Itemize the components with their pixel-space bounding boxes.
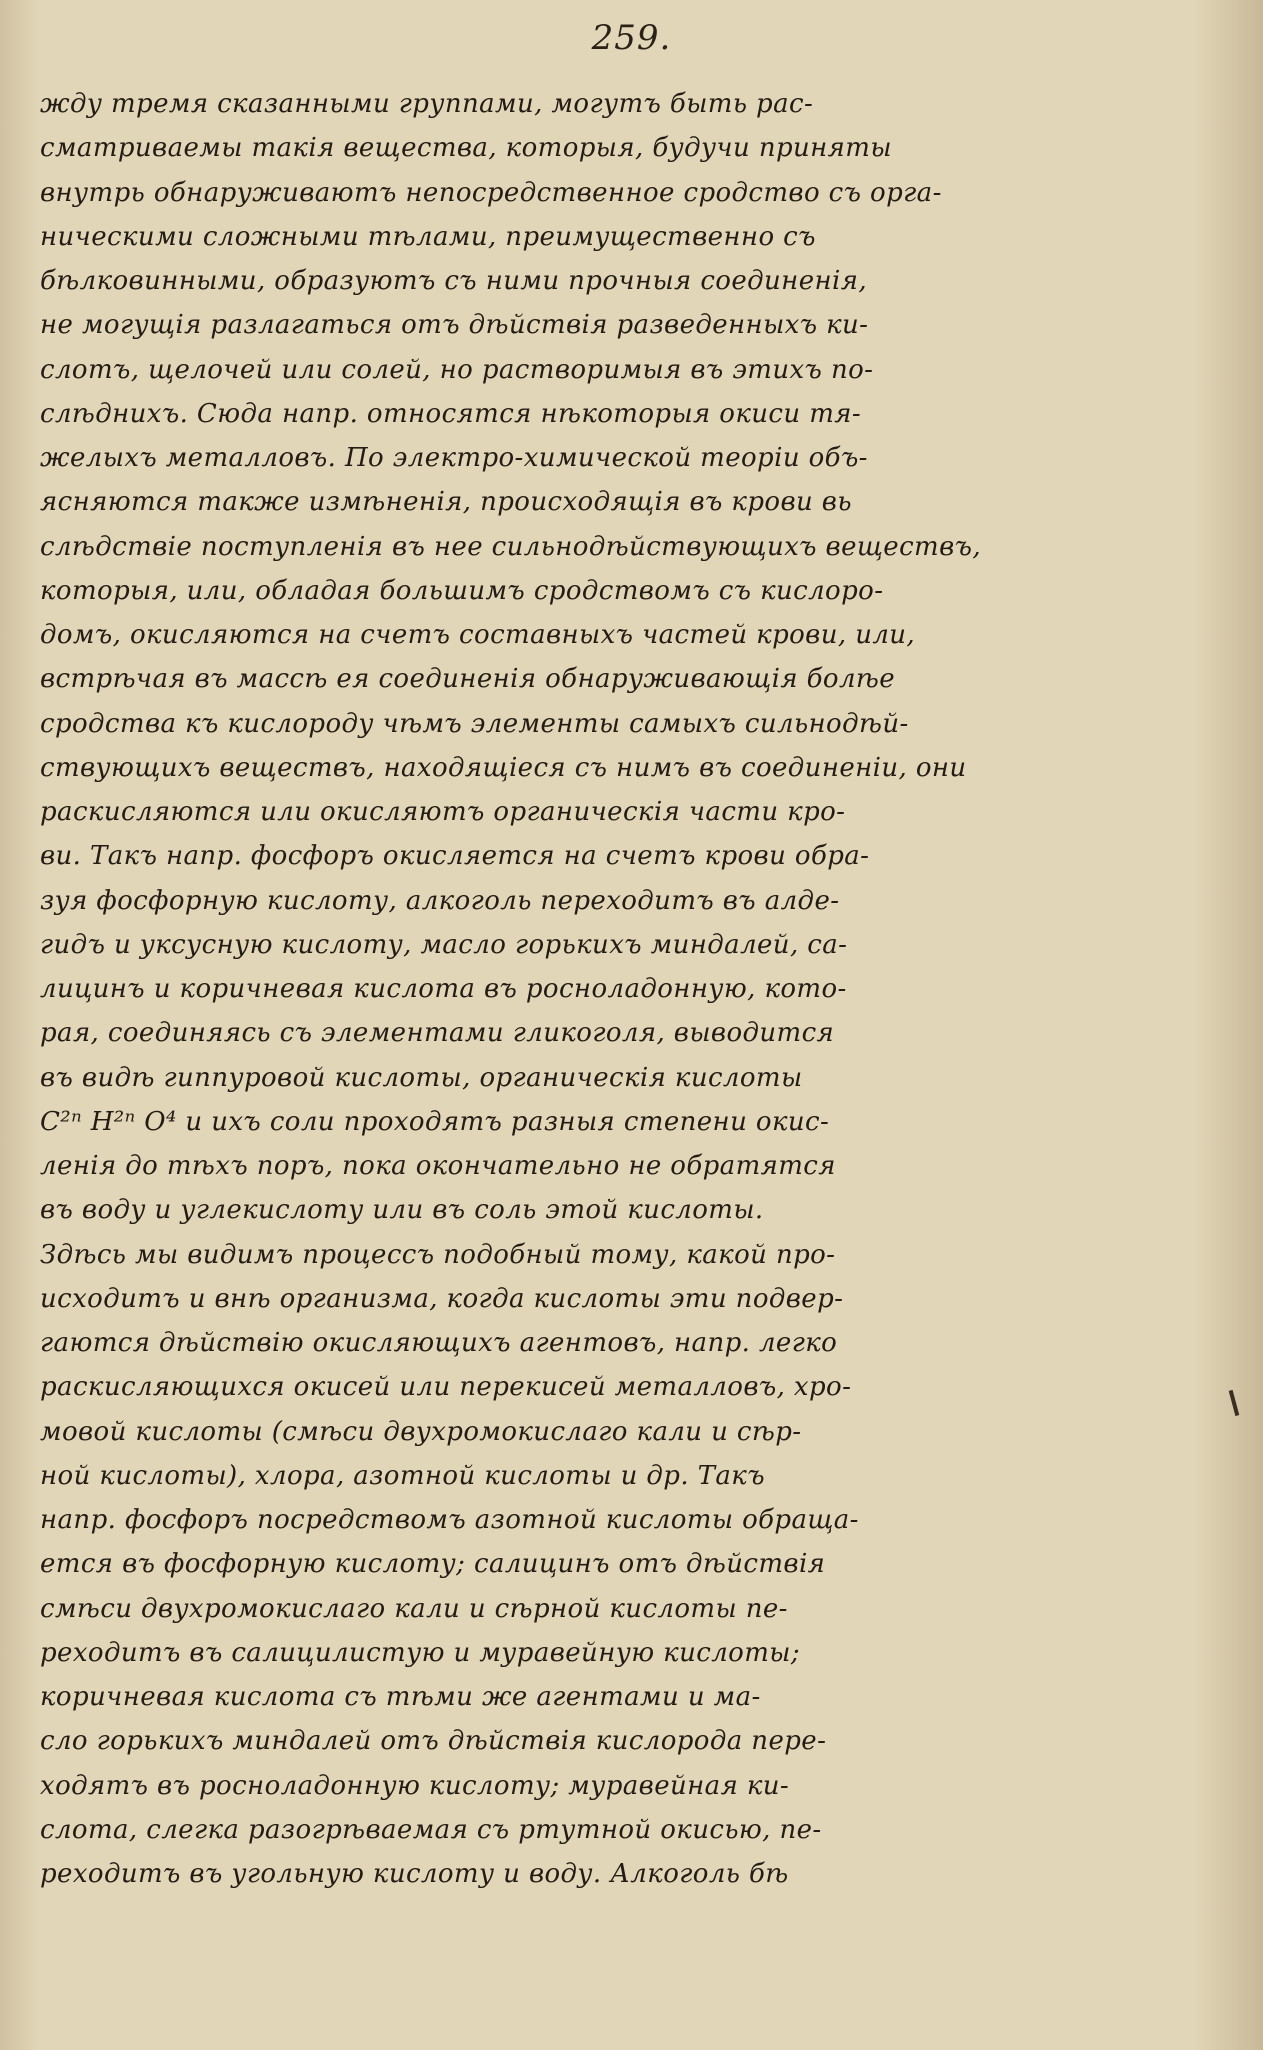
text-line: бѣлковинными, образуютъ съ ними прочныя соединенія,: [40, 266, 867, 296]
text-line: слѣднихъ. Сюда напр. относятся нѣкоторыя окиси тя-: [40, 398, 862, 429]
text-line: сродства къ кислороду чѣмъ элементы самыхъ сильнодѣй-: [40, 708, 909, 739]
text-line: слота, слегка разогрѣваемая съ ртутной окисью, пе-: [40, 1814, 822, 1845]
text-line: въ воду и углекислоту или въ соль этой кислоты.: [40, 1195, 764, 1226]
text-line: желыхъ металловъ. По электро-химической теоріи объ-: [40, 443, 868, 473]
text-line: C²ⁿ H²ⁿ O⁴ и ихъ соли проходятъ разныя степени окис-: [40, 1106, 830, 1137]
text-line: домъ, окисляются на счетъ составныхъ частей крови, или,: [40, 620, 916, 650]
text-line: смѣси двухромокислаго кали и сѣрной кислоты пе-: [40, 1593, 788, 1624]
text-line: ходятъ въ росноладонную кислоту; муравейная ки-: [40, 1770, 790, 1801]
text-line: гидъ и уксусную кислоту, масло горькихъ миндалей, са-: [40, 929, 848, 960]
text-line: ствующихъ веществъ, находящіеся съ нимъ въ соединеніи, они: [40, 752, 967, 783]
text-line: ленія до тѣхъ поръ, пока окончательно не обратятся: [40, 1151, 836, 1181]
text-line: ви. Такъ напр. фосфоръ окисляется на счетъ крови обра-: [40, 841, 870, 872]
text-line: въ видѣ гиппуровой кислоты, органическія кислоты: [40, 1062, 803, 1093]
text-line: ется въ фосфорную кислоту; салицинъ отъ дѣйствія: [40, 1549, 826, 1580]
text-line: раскисляются или окисляютъ органическія части кро-: [40, 797, 846, 827]
text-line: реходитъ въ салицилистую и муравейную кислоты;: [40, 1637, 800, 1668]
text-line: ническими сложными тѣлами, преимущественно съ: [40, 221, 816, 252]
text-line: ясняются также измѣненія, происходящія въ крови вь: [40, 487, 852, 518]
text-line: рая, соединяясь съ элементами гликоголя, выводится: [40, 1018, 835, 1049]
text-line: раскисляющихся окисей или перекисей металловъ, хро-: [40, 1372, 852, 1403]
text-line: реходитъ въ угольную кислоту и воду. Алкоголь бѣ: [40, 1859, 789, 1889]
text-line: исходитъ и внѣ организма, когда кислоты эти подвер-: [40, 1283, 844, 1314]
text-line: напр. фосфоръ посредствомъ азотной кислоты обраща-: [40, 1505, 859, 1535]
text-line: лицинъ и коричневая кислота въ росноладонную, кото-: [40, 974, 847, 1004]
text-line: зуя фосфорную кислоту, алкоголь переходитъ въ алде-: [40, 885, 840, 916]
text-line: ной кислоты), хлора, азотной кислоты и др. Такъ: [40, 1460, 765, 1491]
text-line: встрѣчая въ массѣ ея соединенія обнаруживающія болѣе: [40, 664, 896, 695]
text-line: жду тремя сказанными группами, могутъ быть рас-: [40, 89, 814, 119]
text-line: Здѣсь мы видимъ процессъ подобный тому, какой про-: [40, 1239, 836, 1270]
text-line: внутрь обнаруживаютъ непосредственное сродство съ орга-: [40, 177, 942, 208]
ink-mark: [1229, 1390, 1240, 1416]
text-line: слотъ, щелочей или солей, но растворимыя въ этихъ по-: [40, 354, 874, 385]
text-line: не могущія разлагаться отъ дѣйствія разведенныхъ ки-: [40, 310, 869, 341]
manuscript-text: [40, 82, 1180, 1896]
page-number: 259.: [591, 18, 672, 58]
text-line: мовой кислоты (смѣси двухромокислаго кали и сѣр-: [40, 1416, 802, 1447]
text-line: сматриваемы такія вещества, которыя, будучи приняты: [40, 133, 892, 164]
text-line: гаются дѣйствію окисляющихъ агентовъ, напр. легко: [40, 1328, 838, 1358]
text-line: слѣдствіе поступленія въ нее сильнодѣйствующихъ веществъ,: [40, 531, 982, 562]
text-line: коричневая кислота съ тѣми же агентами и ма-: [40, 1682, 761, 1712]
text-line: которыя, или, обладая большимъ сродствомъ съ кислоро-: [40, 575, 884, 606]
text-line: сло горькихъ миндалей отъ дѣйствія кислорода пере-: [40, 1726, 827, 1757]
